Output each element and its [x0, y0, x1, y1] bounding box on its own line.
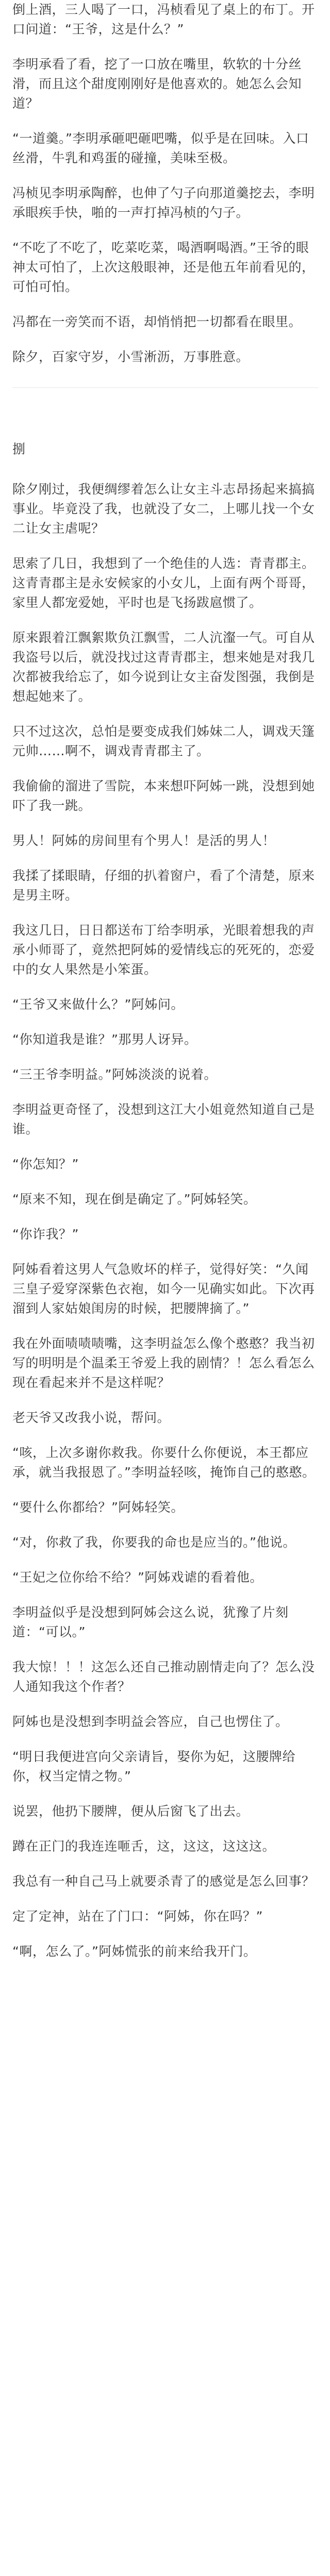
paragraph: 冯桢见李明承陶醉，也伸了勺子向那道羹挖去，李明承眼疾手快，啪的一声打掉冯桢的勺子。 [12, 185, 315, 220]
dialogue-line: “原来不知，现在倒是确定了。”阿姊轻笑。 [12, 1192, 257, 1207]
section-divider [12, 387, 319, 388]
paragraph: 老天爷又改我小说，帮问。 [12, 1410, 171, 1425]
dialogue-line: “咳，上次多谢你救我。你要什么你便说，本王都应承，就当我报恩了。”李明益轻咳，掩饰自己的憨憨。 [12, 1445, 316, 1480]
paragraph: 说罢，他扔下腰牌，便从后窗飞了出去。 [12, 1804, 250, 1819]
paragraph: 只不过这次，总怕是要变成我们姊妹二人，调戏天篷元帅……啊不，调戏青青郡主了。 [12, 724, 315, 758]
paragraph: 阿姊也是没想到李明益会答应，自己也愣住了。 [12, 1714, 289, 1729]
dialogue-line: “要什么你都给？”阿姊轻笑。 [12, 1500, 184, 1515]
section-part2 [12, 480, 319, 1961]
dialogue-line: “王爷又来做什么？”阿姊问。 [12, 997, 184, 1012]
dialogue-line: “三王爷李明益。”阿姊淡淡的说着。 [12, 1067, 217, 1082]
paragraph: 阿姊看着这男人气急败坏的样子，觉得好笑：“久闻三皇子爱穿深紫色衣袍，如今一见确实如此。下次再溜到人家姑娘闺房的时候，把腰牌摘了。” [12, 1262, 315, 1316]
section-part1 [12, 0, 319, 367]
dialogue-line: “啊，怎么了。”阿姊慌张的前来给我开门。 [12, 1944, 257, 1959]
paragraph: 我这几日，日日都送布丁给李明承，光眼着想我的声承小师哥了，竟然把阿姊的爱情线忘的死死的，恋爱中的女人果然是小笨蛋。 [12, 923, 315, 977]
paragraph: 我在外面啧啧啧嘴，这李明益怎么像个憨憨？我当初写的明明是个温柔王爷爱上我的剧情？！怎么看怎么现在看起来并不是这样呢？ [12, 1336, 315, 1390]
scene-number: 捌 [12, 442, 26, 456]
dialogue-line: “你怎知？” [12, 1157, 79, 1172]
paragraph: 男人！阿姊的房间里有个男人！是活的男人！ [12, 833, 276, 848]
paragraph: 我总有一种自己马上就要杀青了的感觉是怎么回事？ [12, 1874, 315, 1889]
dialogue-line: “明日我便进宫向父亲请旨，娶你为妃，这腰牌给你，权当定情之物。” [12, 1749, 295, 1784]
dialogue-line: “王妃之位你给不给？”阿姊戏谑的看着他。 [12, 1570, 263, 1585]
paragraph: 李明益更奇怪了，没想到这江大小姐竟然知道自己是谁。 [12, 1102, 315, 1137]
paragraph: “不吃了不吃了，吃菜吃菜，喝酒啊喝酒。”王爷的眼神太可怕了，上次这般眼神，还是他五年前看见的，可怕可怕。 [12, 240, 315, 294]
paragraph: “一道羹。”李明承砸吧砸吧嘴，似乎是在回味。入口丝滑，牛乳和鸡蛋的碰撞，美味至极。 [12, 131, 309, 165]
paragraph: 蹲在正门的我连连咂舌，这，这这，这这这。 [12, 1839, 276, 1854]
paragraph: 定了定神，站在了门口：“阿姊，你在吗？” [12, 1909, 263, 1924]
paragraph: 李明承看了看，挖了一口放在嘴里，软软的十分丝滑，而且这个甜度刚刚好是他喜欢的。她怎么会知道？ [12, 57, 302, 111]
paragraph: 我揉了揉眼睛，仔细的扒着窗户，看了个清楚，原来是男主呀。 [12, 868, 315, 903]
paragraph: 李明益似乎是没想到阿姊会这么说，犹豫了片刻道：“可以。” [12, 1605, 289, 1639]
dialogue-line: “对，你救了我，你要我的命也是应当的。”他说。 [12, 1535, 296, 1550]
paragraph: 倒上酒，三人喝了一口，冯桢看见了桌上的布丁。开口问道：“王爷，这是什么？” [12, 2, 315, 37]
dialogue-line: “你诈我？” [12, 1227, 79, 1242]
spacer [12, 409, 319, 439]
paragraph: 我偷偷的溜进了雪院，本来想吓阿姊一跳，没想到她吓了我一跳。 [12, 778, 315, 813]
paragraph: 原来跟着江飘絮欺负江飘雪，二人沆瀣一气。可自从我盗号以后，就没找过这青青郡主，想来她是对我几次都被我给忘了，如今说到让女主奋发图强，我倒是想起她来了。 [12, 630, 315, 704]
paragraph: 除夕，百家守岁，小雪淅沥，万事胜意。 [12, 349, 250, 364]
paragraph: 思索了几日，我想到了一个绝佳的人选：青青郡主。这青青郡主是永安候家的小女儿，上面有两个哥哥，家里人都宠爱她，平时也是飞扬跋扈惯了。 [12, 556, 315, 610]
dialogue-line: “你知道我是谁？”那男人讶异。 [12, 1032, 197, 1047]
paragraph: 我大惊！！！这怎么还自己推动剧情走向了？怎么没人通知我这个作者？ [12, 1659, 315, 1694]
paragraph: 除夕刚过，我便绸缪着怎么让女主斗志昂扬起来搞搞事业。毕竟没了我，也就没了女二，上哪儿找一个女二让女主虐呢？ [12, 482, 315, 536]
paragraph: 冯都在一旁笑而不语，却悄悄把一切都看在眼里。 [12, 314, 302, 329]
